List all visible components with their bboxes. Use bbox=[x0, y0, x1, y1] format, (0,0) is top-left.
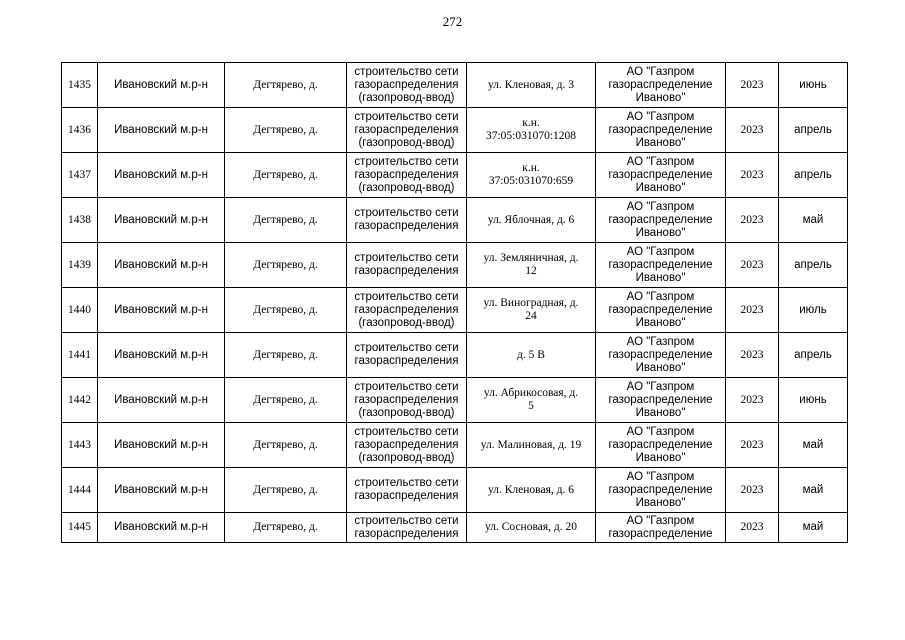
cell-work-type bbox=[347, 468, 467, 513]
cell-work-type-line: (газопровод-ввод) bbox=[358, 451, 455, 464]
cell-month: май bbox=[779, 198, 848, 243]
cell-district: Ивановский м.р-н bbox=[98, 108, 225, 153]
cell-organization-line: Иваново" bbox=[635, 181, 686, 194]
cell-address-line: 5 bbox=[528, 400, 534, 412]
cell-organization-line: газораспределение bbox=[608, 123, 713, 136]
cell-year: 2023 bbox=[726, 198, 779, 243]
cell-organization-line: газораспределение bbox=[608, 168, 713, 181]
cell-address-line: 37:05:031070:1208 bbox=[485, 130, 577, 142]
cell-work-type-line: газораспределения bbox=[354, 393, 459, 406]
cell-row-number: 1435 bbox=[62, 63, 98, 108]
cell-address-line: 37:05:031070:659 bbox=[488, 175, 574, 187]
cell-organization bbox=[596, 288, 726, 333]
cell-locality: Дегтярево, д. bbox=[225, 198, 347, 243]
cell-organization bbox=[596, 378, 726, 423]
cell-locality: Дегтярево, д. bbox=[225, 153, 347, 198]
cell-work-type-line: газораспределения bbox=[354, 355, 459, 367]
cell-address bbox=[467, 198, 596, 243]
cell-organization-line: газораспределение bbox=[608, 213, 713, 226]
cell-work-type-line: строительство сети bbox=[354, 342, 459, 354]
cell-organization-line: газораспределение bbox=[608, 527, 713, 540]
cell-district: Ивановский м.р-н bbox=[98, 333, 225, 378]
cell-row-number: 1443 bbox=[62, 423, 98, 468]
table-row bbox=[62, 153, 848, 198]
cell-address-line: ул. Земляничная, д. bbox=[483, 252, 579, 264]
cell-locality: Дегтярево, д. bbox=[225, 423, 347, 468]
cell-address-line: ул. Кленовая, д. 6 bbox=[488, 483, 574, 496]
table-row bbox=[62, 198, 848, 243]
cell-work-type bbox=[347, 153, 467, 198]
cell-work-type bbox=[347, 513, 467, 543]
table-row bbox=[62, 333, 848, 378]
cell-year: 2023 bbox=[726, 288, 779, 333]
cell-year: 2023 bbox=[726, 243, 779, 288]
cell-row-number: 1444 bbox=[62, 468, 98, 513]
cell-address-line: 24 bbox=[525, 310, 537, 322]
cell-district: Ивановский м.р-н bbox=[98, 423, 225, 468]
cell-organization bbox=[596, 198, 726, 243]
cell-address-line: ул. Кленовая, д. 3 bbox=[488, 78, 574, 91]
cell-organization bbox=[596, 513, 726, 543]
cell-work-type bbox=[347, 63, 467, 108]
table-row bbox=[62, 108, 848, 153]
cell-work-type-line: газораспределения bbox=[354, 490, 459, 502]
cell-work-type bbox=[347, 198, 467, 243]
cell-work-type-line: газораспределения bbox=[354, 78, 459, 91]
cell-locality: Дегтярево, д. bbox=[225, 333, 347, 378]
cell-work-type-line: газораспределения bbox=[354, 123, 459, 136]
cell-work-type bbox=[347, 288, 467, 333]
cell-locality: Дегтярево, д. bbox=[225, 243, 347, 288]
cell-district: Ивановский м.р-н bbox=[98, 198, 225, 243]
cell-organization bbox=[596, 243, 726, 288]
cell-address bbox=[467, 468, 596, 513]
cell-district: Ивановский м.р-н bbox=[98, 468, 225, 513]
table-row bbox=[62, 243, 848, 288]
cell-month: июнь bbox=[779, 378, 848, 423]
cell-work-type bbox=[347, 333, 467, 378]
cell-work-type-line: (газопровод-ввод) bbox=[358, 406, 455, 419]
cell-row-number: 1438 bbox=[62, 198, 98, 243]
cell-month: апрель bbox=[779, 153, 848, 198]
cell-locality: Дегтярево, д. bbox=[225, 63, 347, 108]
cell-organization-line: газораспределение bbox=[608, 483, 713, 496]
cell-address-line: ул. Виноградная, д. bbox=[483, 297, 579, 309]
cell-organization-line: Иваново" bbox=[635, 136, 686, 149]
cell-month: апрель bbox=[779, 333, 848, 378]
cell-work-type-line: строительство сети bbox=[354, 477, 459, 489]
cell-year: 2023 bbox=[726, 153, 779, 198]
cell-organization-line: газораспределение bbox=[608, 78, 713, 91]
cell-work-type-line: строительство сети bbox=[354, 252, 459, 264]
page-number: 272 bbox=[442, 14, 463, 29]
cell-work-type-line: строительство сети bbox=[354, 514, 459, 527]
cell-locality: Дегтярево, д. bbox=[225, 378, 347, 423]
cell-address-line: 12 bbox=[525, 265, 537, 277]
cell-district: Ивановский м.р-н bbox=[98, 243, 225, 288]
cell-year: 2023 bbox=[726, 378, 779, 423]
cell-organization-line: Иваново" bbox=[635, 361, 686, 374]
table-body bbox=[62, 63, 848, 543]
cell-address-line: д. 5 В bbox=[517, 348, 545, 361]
cell-year: 2023 bbox=[726, 423, 779, 468]
cell-organization-line: АО "Газпром bbox=[626, 155, 695, 168]
gas-connection-table bbox=[61, 62, 848, 543]
cell-locality: Дегтярево, д. bbox=[225, 513, 347, 543]
cell-organization-line: АО "Газпром bbox=[626, 290, 695, 303]
cell-row-number: 1442 bbox=[62, 378, 98, 423]
cell-address bbox=[467, 108, 596, 153]
cell-locality: Дегтярево, д. bbox=[225, 108, 347, 153]
table-row bbox=[62, 378, 848, 423]
cell-address-line: ул. Яблочная, д. 6 bbox=[487, 213, 575, 226]
cell-organization-line: АО "Газпром bbox=[626, 245, 695, 258]
cell-work-type-line: газораспределения bbox=[354, 303, 459, 316]
cell-organization-line: АО "Газпром bbox=[626, 380, 695, 393]
cell-work-type-line: газораспределения bbox=[354, 527, 459, 540]
table-row bbox=[62, 513, 848, 543]
cell-work-type bbox=[347, 423, 467, 468]
cell-organization-line: Иваново" bbox=[635, 496, 686, 509]
cell-organization-line: Иваново" bbox=[635, 271, 686, 284]
cell-address bbox=[467, 333, 596, 378]
cell-year: 2023 bbox=[726, 513, 779, 543]
cell-district: Ивановский м.р-н bbox=[98, 513, 225, 543]
cell-locality: Дегтярево, д. bbox=[225, 468, 347, 513]
cell-year: 2023 bbox=[726, 63, 779, 108]
cell-organization bbox=[596, 333, 726, 378]
cell-year: 2023 bbox=[726, 333, 779, 378]
cell-address-line: ул. Малиновая, д. 19 bbox=[480, 438, 582, 451]
cell-work-type-line: строительство сети bbox=[354, 65, 459, 78]
cell-work-type-line: газораспределения bbox=[354, 265, 459, 277]
cell-organization-line: газораспределение bbox=[608, 303, 713, 316]
cell-work-type bbox=[347, 108, 467, 153]
cell-work-type bbox=[347, 378, 467, 423]
cell-row-number: 1440 bbox=[62, 288, 98, 333]
cell-organization-line: АО "Газпром bbox=[626, 65, 695, 78]
cell-organization bbox=[596, 63, 726, 108]
cell-work-type-line: газораспределения bbox=[354, 438, 459, 451]
cell-organization-line: газораспределение bbox=[608, 393, 713, 406]
cell-organization-line: Иваново" bbox=[635, 316, 686, 329]
cell-year: 2023 bbox=[726, 108, 779, 153]
cell-work-type-line: (газопровод-ввод) bbox=[358, 181, 455, 194]
cell-month: апрель bbox=[779, 243, 848, 288]
cell-organization bbox=[596, 153, 726, 198]
cell-row-number: 1439 bbox=[62, 243, 98, 288]
cell-address bbox=[467, 378, 596, 423]
cell-address-line: к.н. bbox=[522, 117, 540, 129]
table-row bbox=[62, 63, 848, 108]
cell-month: май bbox=[779, 513, 848, 543]
cell-address bbox=[467, 243, 596, 288]
cell-district: Ивановский м.р-н bbox=[98, 288, 225, 333]
cell-locality: Дегтярево, д. bbox=[225, 288, 347, 333]
cell-organization-line: АО "Газпром bbox=[626, 335, 695, 348]
table-row bbox=[62, 423, 848, 468]
cell-row-number: 1445 bbox=[62, 513, 98, 543]
cell-month: апрель bbox=[779, 108, 848, 153]
cell-work-type-line: строительство сети bbox=[354, 380, 459, 393]
cell-month: июль bbox=[779, 288, 848, 333]
cell-month: май bbox=[779, 423, 848, 468]
cell-work-type-line: строительство сети bbox=[354, 155, 459, 168]
cell-address bbox=[467, 63, 596, 108]
cell-row-number: 1436 bbox=[62, 108, 98, 153]
cell-work-type-line: строительство сети bbox=[354, 290, 459, 303]
cell-organization-line: АО "Газпром bbox=[626, 470, 695, 483]
cell-address bbox=[467, 423, 596, 468]
cell-month: июнь bbox=[779, 63, 848, 108]
cell-district: Ивановский м.р-н bbox=[98, 63, 225, 108]
cell-address bbox=[467, 153, 596, 198]
cell-work-type-line: строительство сети bbox=[354, 110, 459, 123]
cell-organization-line: газораспределение bbox=[608, 348, 713, 361]
cell-year: 2023 bbox=[726, 468, 779, 513]
cell-organization bbox=[596, 423, 726, 468]
cell-work-type-line: (газопровод-ввод) bbox=[358, 316, 455, 329]
cell-organization-line: газораспределение bbox=[608, 258, 713, 271]
cell-work-type-line: строительство сети bbox=[354, 425, 459, 438]
table-row bbox=[62, 288, 848, 333]
cell-district: Ивановский м.р-н bbox=[98, 378, 225, 423]
cell-work-type-line: строительство сети bbox=[354, 207, 459, 219]
cell-organization-line: АО "Газпром bbox=[626, 425, 695, 438]
cell-organization-line: АО "Газпром bbox=[626, 110, 695, 123]
cell-work-type-line: (газопровод-ввод) bbox=[358, 136, 455, 149]
cell-address bbox=[467, 288, 596, 333]
cell-work-type-line: газораспределения bbox=[354, 220, 459, 232]
cell-work-type-line: газораспределения bbox=[354, 168, 459, 181]
cell-row-number: 1437 bbox=[62, 153, 98, 198]
cell-organization-line: АО "Газпром bbox=[626, 200, 695, 213]
cell-organization-line: Иваново" bbox=[635, 451, 686, 464]
table-row bbox=[62, 468, 848, 513]
cell-month: май bbox=[779, 468, 848, 513]
cell-work-type-line: (газопровод-ввод) bbox=[358, 91, 455, 104]
cell-organization-line: АО "Газпром bbox=[626, 514, 695, 527]
cell-address bbox=[467, 513, 596, 543]
cell-organization-line: Иваново" bbox=[635, 226, 686, 239]
cell-work-type bbox=[347, 243, 467, 288]
cell-district: Ивановский м.р-н bbox=[98, 153, 225, 198]
cell-organization bbox=[596, 108, 726, 153]
cell-organization-line: Иваново" bbox=[635, 406, 686, 419]
cell-address-line: к.н. bbox=[522, 162, 540, 174]
cell-organization bbox=[596, 468, 726, 513]
cell-organization-line: Иваново" bbox=[635, 91, 686, 104]
cell-row-number: 1441 bbox=[62, 333, 98, 378]
cell-address-line: ул. Абрикосовая, д. bbox=[483, 387, 579, 399]
cell-organization-line: газораспределение bbox=[608, 438, 713, 451]
cell-address-line: ул. Сосновая, д. 20 bbox=[485, 521, 577, 533]
